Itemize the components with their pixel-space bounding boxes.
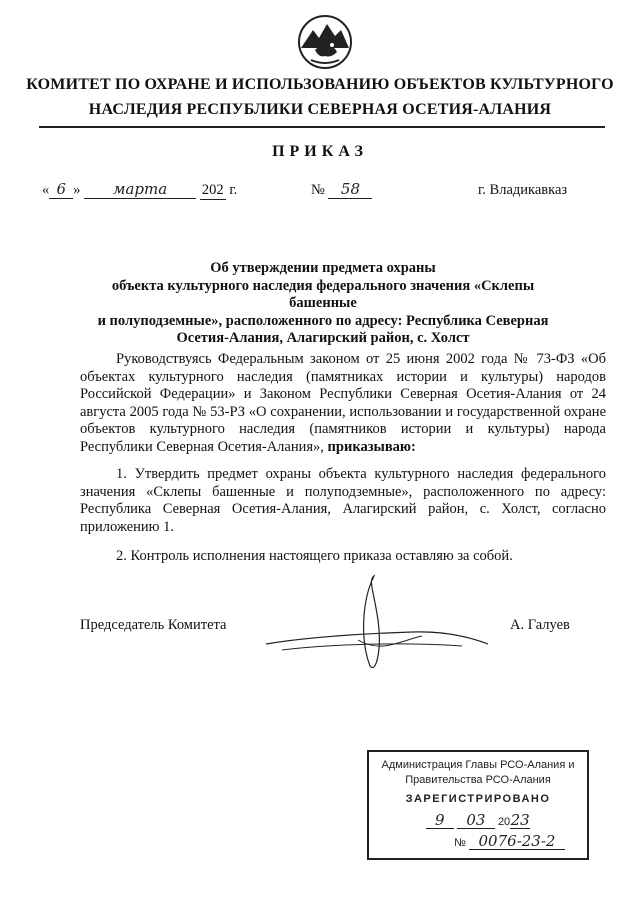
document-type: ПРИКАЗ: [272, 143, 368, 160]
stamp-month: 03: [457, 813, 495, 829]
preamble-text: Руководствуясь Федеральным законом от 25 июня 2002 года № 73-ФЗ «Об объектах культурного наследия (памятниках истории и культуры) народов Российской Федерации» и Законом Республики Северная Осетия-Алания от 24 августа 2005 года № 53-РЗ «О сохранении, использовании и государственной охране объектов культурного наследия (памятников истории и культуры) народа Республики Северная Осетия-Алания»,: [80, 351, 606, 455]
stamp-number: [369, 834, 587, 851]
stamp-year-prefix: 20: [497, 816, 511, 828]
stamp-number-sign: №: [454, 837, 466, 849]
committee-name-line1: КОМИТЕТ ПО ОХРАНЕ И ИСПОЛЬЗОВАНИЮ ОБЪЕКТОВ КУЛЬТУРНОГО: [26, 76, 614, 93]
stamp-number-value: 0076-23-2: [469, 834, 565, 850]
number-sign: №: [311, 182, 325, 198]
document-number: [311, 180, 372, 199]
document-city: г. Владикавказ: [478, 182, 568, 198]
stamp-date: [369, 813, 587, 830]
document-title: [80, 260, 566, 348]
coat-of-arms-emblem: [297, 14, 353, 70]
title-line2: объекта культурного наследия федерального значения «Склепы башенные: [111, 277, 535, 311]
stamp-line2: Правительства РСО-Алания: [405, 774, 551, 786]
title-line4: Осетия-Алания, Алагирский район, с. Холст: [176, 330, 470, 346]
handwritten-signature: [262, 570, 492, 680]
date-year: 202: [200, 182, 226, 200]
stamp-year-suffix: 23: [510, 811, 530, 829]
registration-stamp: [367, 750, 589, 860]
number-value: 58: [328, 180, 372, 199]
order-item-1: 1. Утвердить предмет охраны объекта культурного наследия федерального значения «Склепы башенные и полуподземные», расположенного по адресу: Республика Северная Осетия-Алания, Алагирский район, с. Холст, согласно приложению 1.: [80, 466, 606, 535]
date-year-suffix: г.: [229, 182, 238, 198]
stamp-registered: ЗАРЕГИСТРИРОВАНО: [405, 793, 551, 805]
signatory-name: А. Галуев: [510, 617, 570, 633]
title-line1: Об утверждении предмета охраны: [210, 260, 436, 276]
order-word: приказываю:: [327, 438, 416, 455]
preamble-paragraph: [80, 351, 606, 456]
date-day: 6: [49, 180, 73, 199]
header-divider: [39, 126, 605, 128]
order-item-2: 2. Контроль исполнения настоящего приказа оставляю за собой.: [116, 548, 513, 564]
stamp-line1: Администрация Главы РСО-Алания и: [381, 759, 575, 771]
title-line3: и полуподземные», расположенного по адресу: Республика Северная: [97, 312, 549, 329]
committee-name-line2: НАСЛЕДИЯ РЕСПУБЛИКИ СЕВЕРНАЯ ОСЕТИЯ-АЛАНИЯ: [88, 101, 552, 118]
date-month: марта: [84, 180, 196, 199]
signatory-position: Председатель Комитета: [80, 617, 227, 633]
document-date: « 6 » марта 202 г.: [42, 180, 238, 198]
stamp-day: 9: [426, 813, 454, 829]
